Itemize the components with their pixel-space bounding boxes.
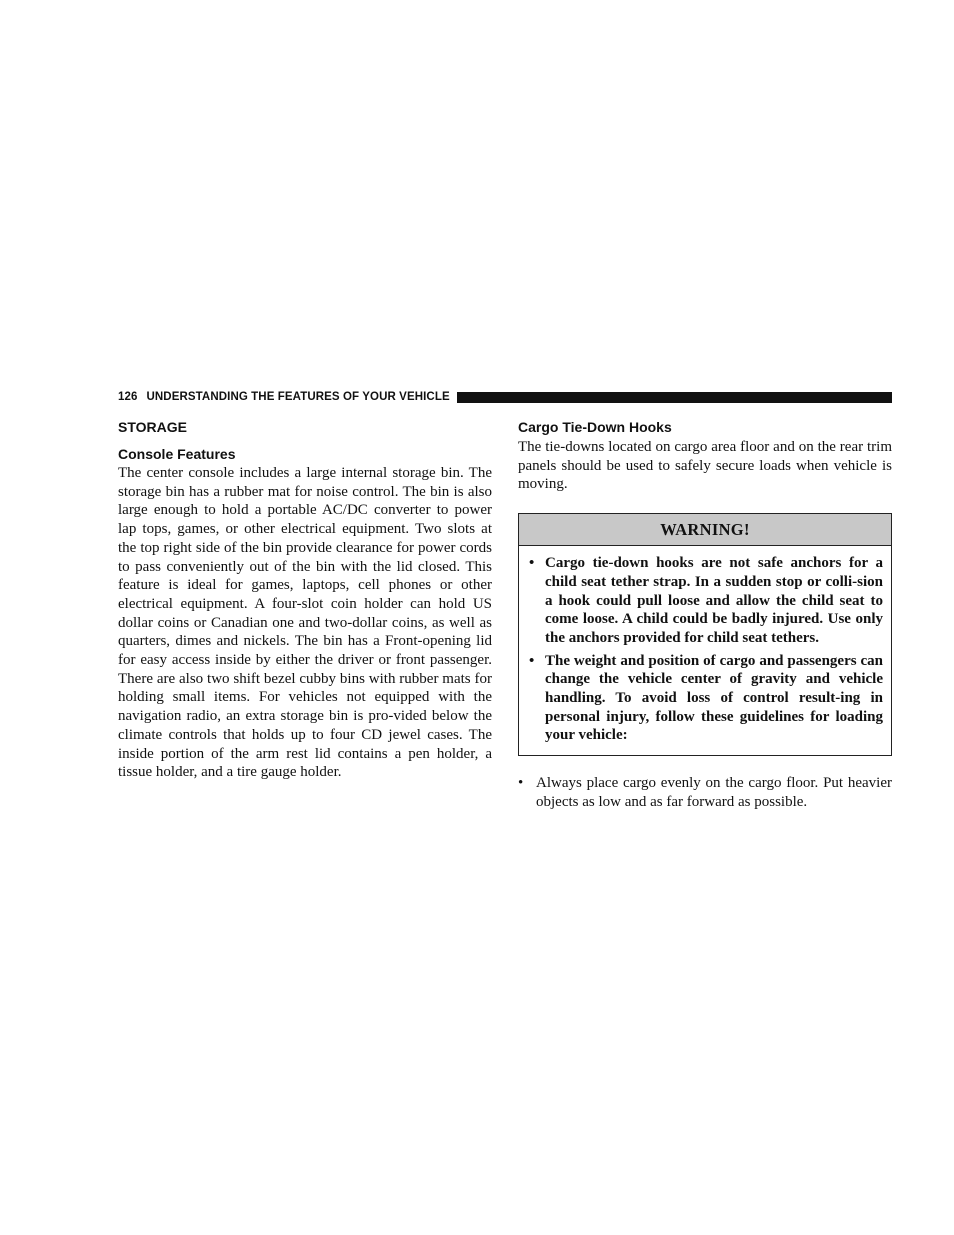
warning-list [519, 546, 891, 755]
running-title: UNDERSTANDING THE FEATURES OF YOUR VEHICLE [146, 391, 450, 403]
header-rule [457, 392, 892, 403]
cargo-guidelines-list [518, 774, 892, 811]
bullet-icon: • [529, 555, 535, 572]
page-number: 126 [118, 391, 138, 403]
warning-item-text: Cargo tie-down hooks are not safe anchors for a child seat tether strap. In a sudden stop or colli-sion a hook could pull loose and allow the child seat to come loose. A child could be badly injured. Use only the anchors provided for child seat tethers. [545, 555, 883, 646]
warning-title: WARNING! [519, 514, 891, 546]
left-column [118, 416, 492, 782]
subsection-title-cargo: Cargo Tie-Down Hooks [518, 419, 672, 435]
bullet-icon: • [529, 652, 535, 669]
list-item [518, 774, 892, 811]
bullet-icon: • [518, 775, 524, 792]
page-header [118, 389, 892, 405]
list-item-text: Always place cargo evenly on the cargo floor. Put heavier objects as low and as far forward as possible. [536, 775, 892, 810]
warning-item [529, 652, 883, 746]
warning-box [518, 513, 892, 756]
subsection-title-console: Console Features [118, 446, 236, 462]
warning-item-text: The weight and position of cargo and passengers can change the vehicle center of gravity and vehicle handling. To avoid loss of control result-ing in personal injury, follow these guidelines for loading your vehicle: [545, 652, 883, 744]
cargo-hooks-paragraph: The tie-downs located on cargo area floor and on the rear trim panels should be used to safely secure loads when vehicle is moving. [518, 439, 892, 493]
warning-item [529, 554, 883, 648]
console-features-paragraph: The center console includes a large internal storage bin. The storage bin has a rubber mat for noise control. The bin is also large enough to hold a portable AC/DC converter to power lap tops, games, or other electrical equipment. Two slots at the top right side of the bin provide clearance for power cords to pass conveniently out of the bin with the lid closed. This feature is ideal for games, laptops, cell phones or other electrical equipment. A four-slot coin holder can hold US dollar coins or Canadian one and two-dollar coins, as well as quarters, dimes and nickels. The bin has a Front-opening lid for easy access inside by either the driver or front passenger. There are also two shift bezel cubby bins with rubber mats for holding small items. For vehicles not equipped with the navigation radio, an extra storage bin is pro-vided below the climate controls that holds up to four CD jewel cases. The inside portion of the arm rest lid contains a pen holder, a tissue holder, and a tire gauge holder. [118, 465, 492, 781]
section-title: STORAGE [118, 419, 187, 435]
right-column [518, 416, 892, 812]
